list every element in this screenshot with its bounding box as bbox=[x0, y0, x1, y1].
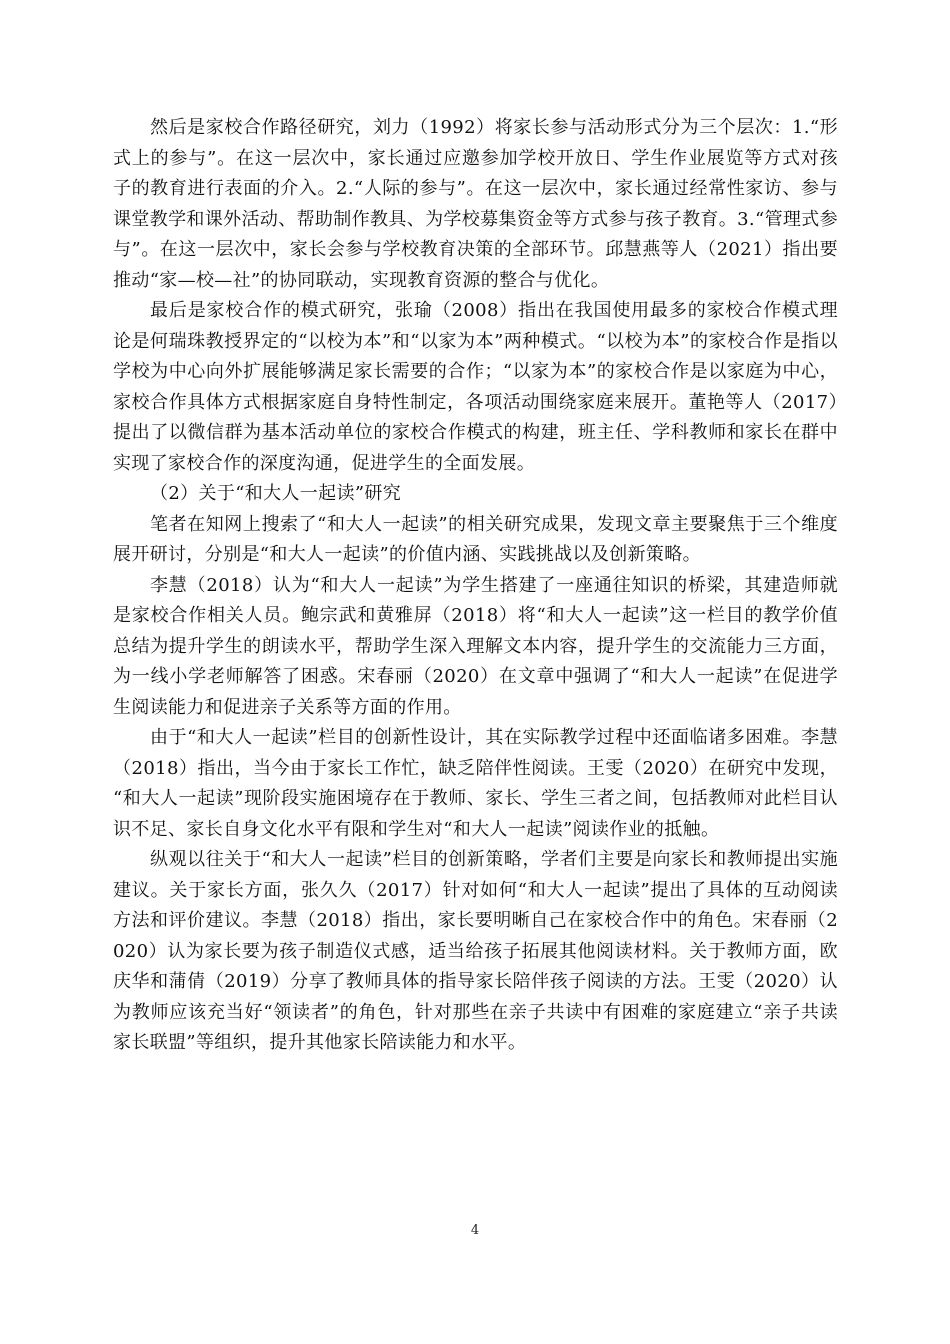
paragraph-value-connotation: 李慧（2018）认为“和大人一起读”为学生搭建了一座通往知识的桥梁，其建造师就是家校合作相关人员。鲍宗武和黄雅屏（2018）将“和大人一起读”这一栏目的教学价值总结为提升学生的朗读水平，帮助学生深入理解文本内容，提升学生的交流能力三方面，为一线小学老师解答了困惑。宋春丽（2020）在文章中强调了“和大人一起读”在促进学生阅读能力和促进亲子关系等方面的作用。 bbox=[113, 574, 838, 718]
document-body bbox=[113, 113, 838, 1059]
paragraph-practical-challenges: 由于“和大人一起读”栏目的创新性设计，其在实际教学过程中还面临诸多困难。李慧（2018）指出，当今由于家长工作忙，缺乏陪伴性阅读。王雯（2020）在研究中发现，“和大人一起读”现阶段实施困境存在于教师、家长、学生三者之间，包括教师对此栏目认识不足、家长自身文化水平有限和学生对“和大人一起读”阅读作业的抵触。 bbox=[113, 727, 838, 840]
paragraph-research-overview: 笔者在知网上搜索了“和大人一起读”的相关研究成果，发现文章主要聚焦于三个维度展开研讨，分别是“和大人一起读”的价值内涵、实践挑战以及创新策略。 bbox=[113, 513, 838, 565]
paragraph-family-school-model: 最后是家校合作的模式研究，张瑜（2008）指出在我国使用最多的家校合作模式理论是何瑞珠教授界定的“以校为本”和“以家为本”两种模式。“以校为本”的家校合作是指以学校为中心向外扩展能够满足家长需要的合作；“以家为本”的家校合作是以家庭为中心，家校合作具体方式根据家庭自身特性制定，各项活动围绕家庭来展开。董艳等人（2017）提出了以微信群为基本活动单位的家校合作模式的构建，班主任、学科教师和家长在群中实现了家校合作的深度沟通，促进学生的全面发展。 bbox=[113, 300, 838, 474]
section-heading: （2）关于“和大人一起读”研究 bbox=[150, 483, 402, 504]
page-number: 4 bbox=[470, 1223, 480, 1238]
paragraph-innovation-strategies: 纵观以往关于“和大人一起读”栏目的创新策略，学者们主要是向家长和教师提出实施建议。关于家长方面，张久久（2017）针对如何“和大人一起读”提出了具体的互动阅读方法和评价建议。李慧（2018）指出，家长要明晰自己在家校合作中的角色。宋春丽（2020）认为家长要为孩子制造仪式感，适当给孩子拓展其他阅读材料。关于教师方面，欧庆华和蒲倩（2019）分享了教师具体的指导家长陪伴孩子阅读的方法。王雯（2020）认为教师应该充当好“领读者”的角色，针对那些在亲子共读中有困难的家庭建立“亲子共读家长联盟”等组织，提升其他家长陪读能力和水平。 bbox=[113, 849, 838, 1053]
paragraph-family-school-path: 然后是家校合作路径研究，刘力（1992）将家长参与活动形式分为三个层次：1.“形式上的参与”。在这一层次中，家长通过应邀参加学校开放日、学生作业展览等方式对孩子的教育进行表面的介入。2.“人际的参与”。在这一层次中，家长通过经常性家访、参与课堂教学和课外活动、帮助制作教具、为学校募集资金等方式参与孩子教育。3.“管理式参与”。在这一层次中，家长会参与学校教育决策的全部环节。邱慧燕等人（2021）指出要推动“家—校—社”的协同联动，实现教育资源的整合与优化。 bbox=[113, 117, 838, 291]
